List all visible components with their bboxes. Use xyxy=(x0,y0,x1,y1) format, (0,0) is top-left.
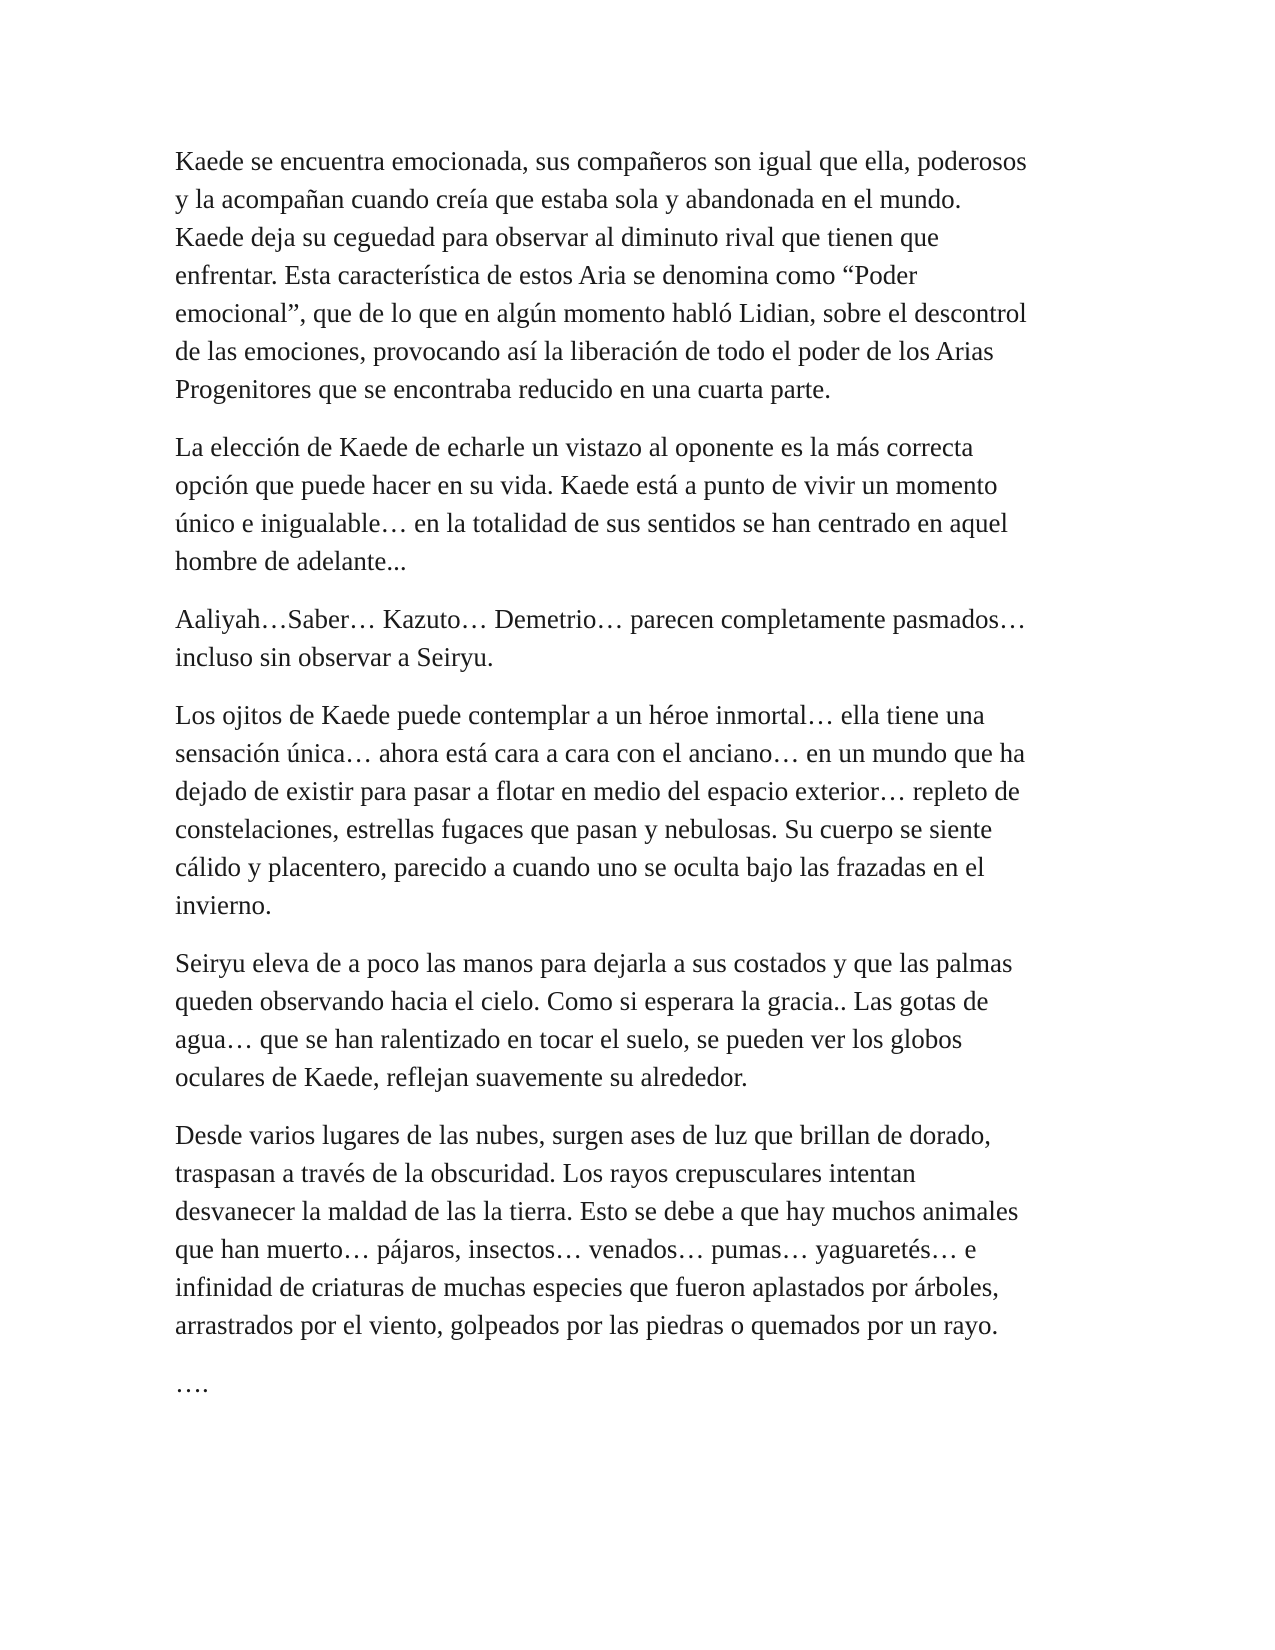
paragraph: Desde varios lugares de las nubes, surgen ases de luz que brillan de dorado, traspasan a través de la obscuridad. Los rayos crepusculares intentan desvanecer la maldad de las la tierra. Esto se debe a que hay muchos animales que han muerto… pájaros, insectos… venados… pumas… yaguaretés… e infinidad de criaturas de muchas especies que fueron aplastados por árboles, arrastrados por el viento, golpeados por las piedras o quemados por un rayo. xyxy=(175,1120,1019,1340)
paragraph: Kaede se encuentra emocionada, sus compañeros son igual que ella, poderosos y la acompañan cuando creía que estaba sola y abandonada en el mundo. Kaede deja su ceguedad para observar al diminuto rival que tienen que enfrentar. Esta característica de estos Aria se denomina como “Poder emocional”, que de lo que en algún momento habló Lidian, sobre el descontrol de las emociones, provocando así la liberación de todo el poder de los Arias Progenitores que se encontraba reducido en una cuarta parte. xyxy=(175,146,1027,404)
paragraph: Aaliyah…Saber… Kazuto… Demetrio… parecen completamente pasmados… incluso sin observar a Seiryu. xyxy=(175,604,1026,672)
paragraph: Los ojitos de Kaede puede contemplar a un héroe inmortal… ella tiene una sensación única… ahora está cara a cara con el anciano… en un mundo que ha dejado de existir para pasar a flotar en medio del espacio exterior… repleto de constelaciones, estrellas fugaces que pasan y nebulosas. Su cuerpo se siente cálido y placentero, parecido a cuando uno se oculta bajo las frazadas en el invierno. xyxy=(175,700,1026,920)
ellipsis-paragraph: …. xyxy=(175,1368,209,1398)
paragraph: La elección de Kaede de echarle un vistazo al oponente es la más correcta opción que puede hacer en su vida. Kaede está a punto de vivir un momento único e inigualable… en la totalidad de sus sentidos se han centrado en aquel hombre de adelante... xyxy=(175,432,1008,576)
paragraph: Seiryu eleva de a poco las manos para dejarla a sus costados y que las palmas queden observando hacia el cielo. Como si esperara la gracia.. Las gotas de agua… que se han ralentizado en tocar el suelo, se pueden ver los globos oculares de Kaede, reflejan suavemente su alrededor. xyxy=(175,948,1013,1092)
document-body xyxy=(175,142,1105,1422)
